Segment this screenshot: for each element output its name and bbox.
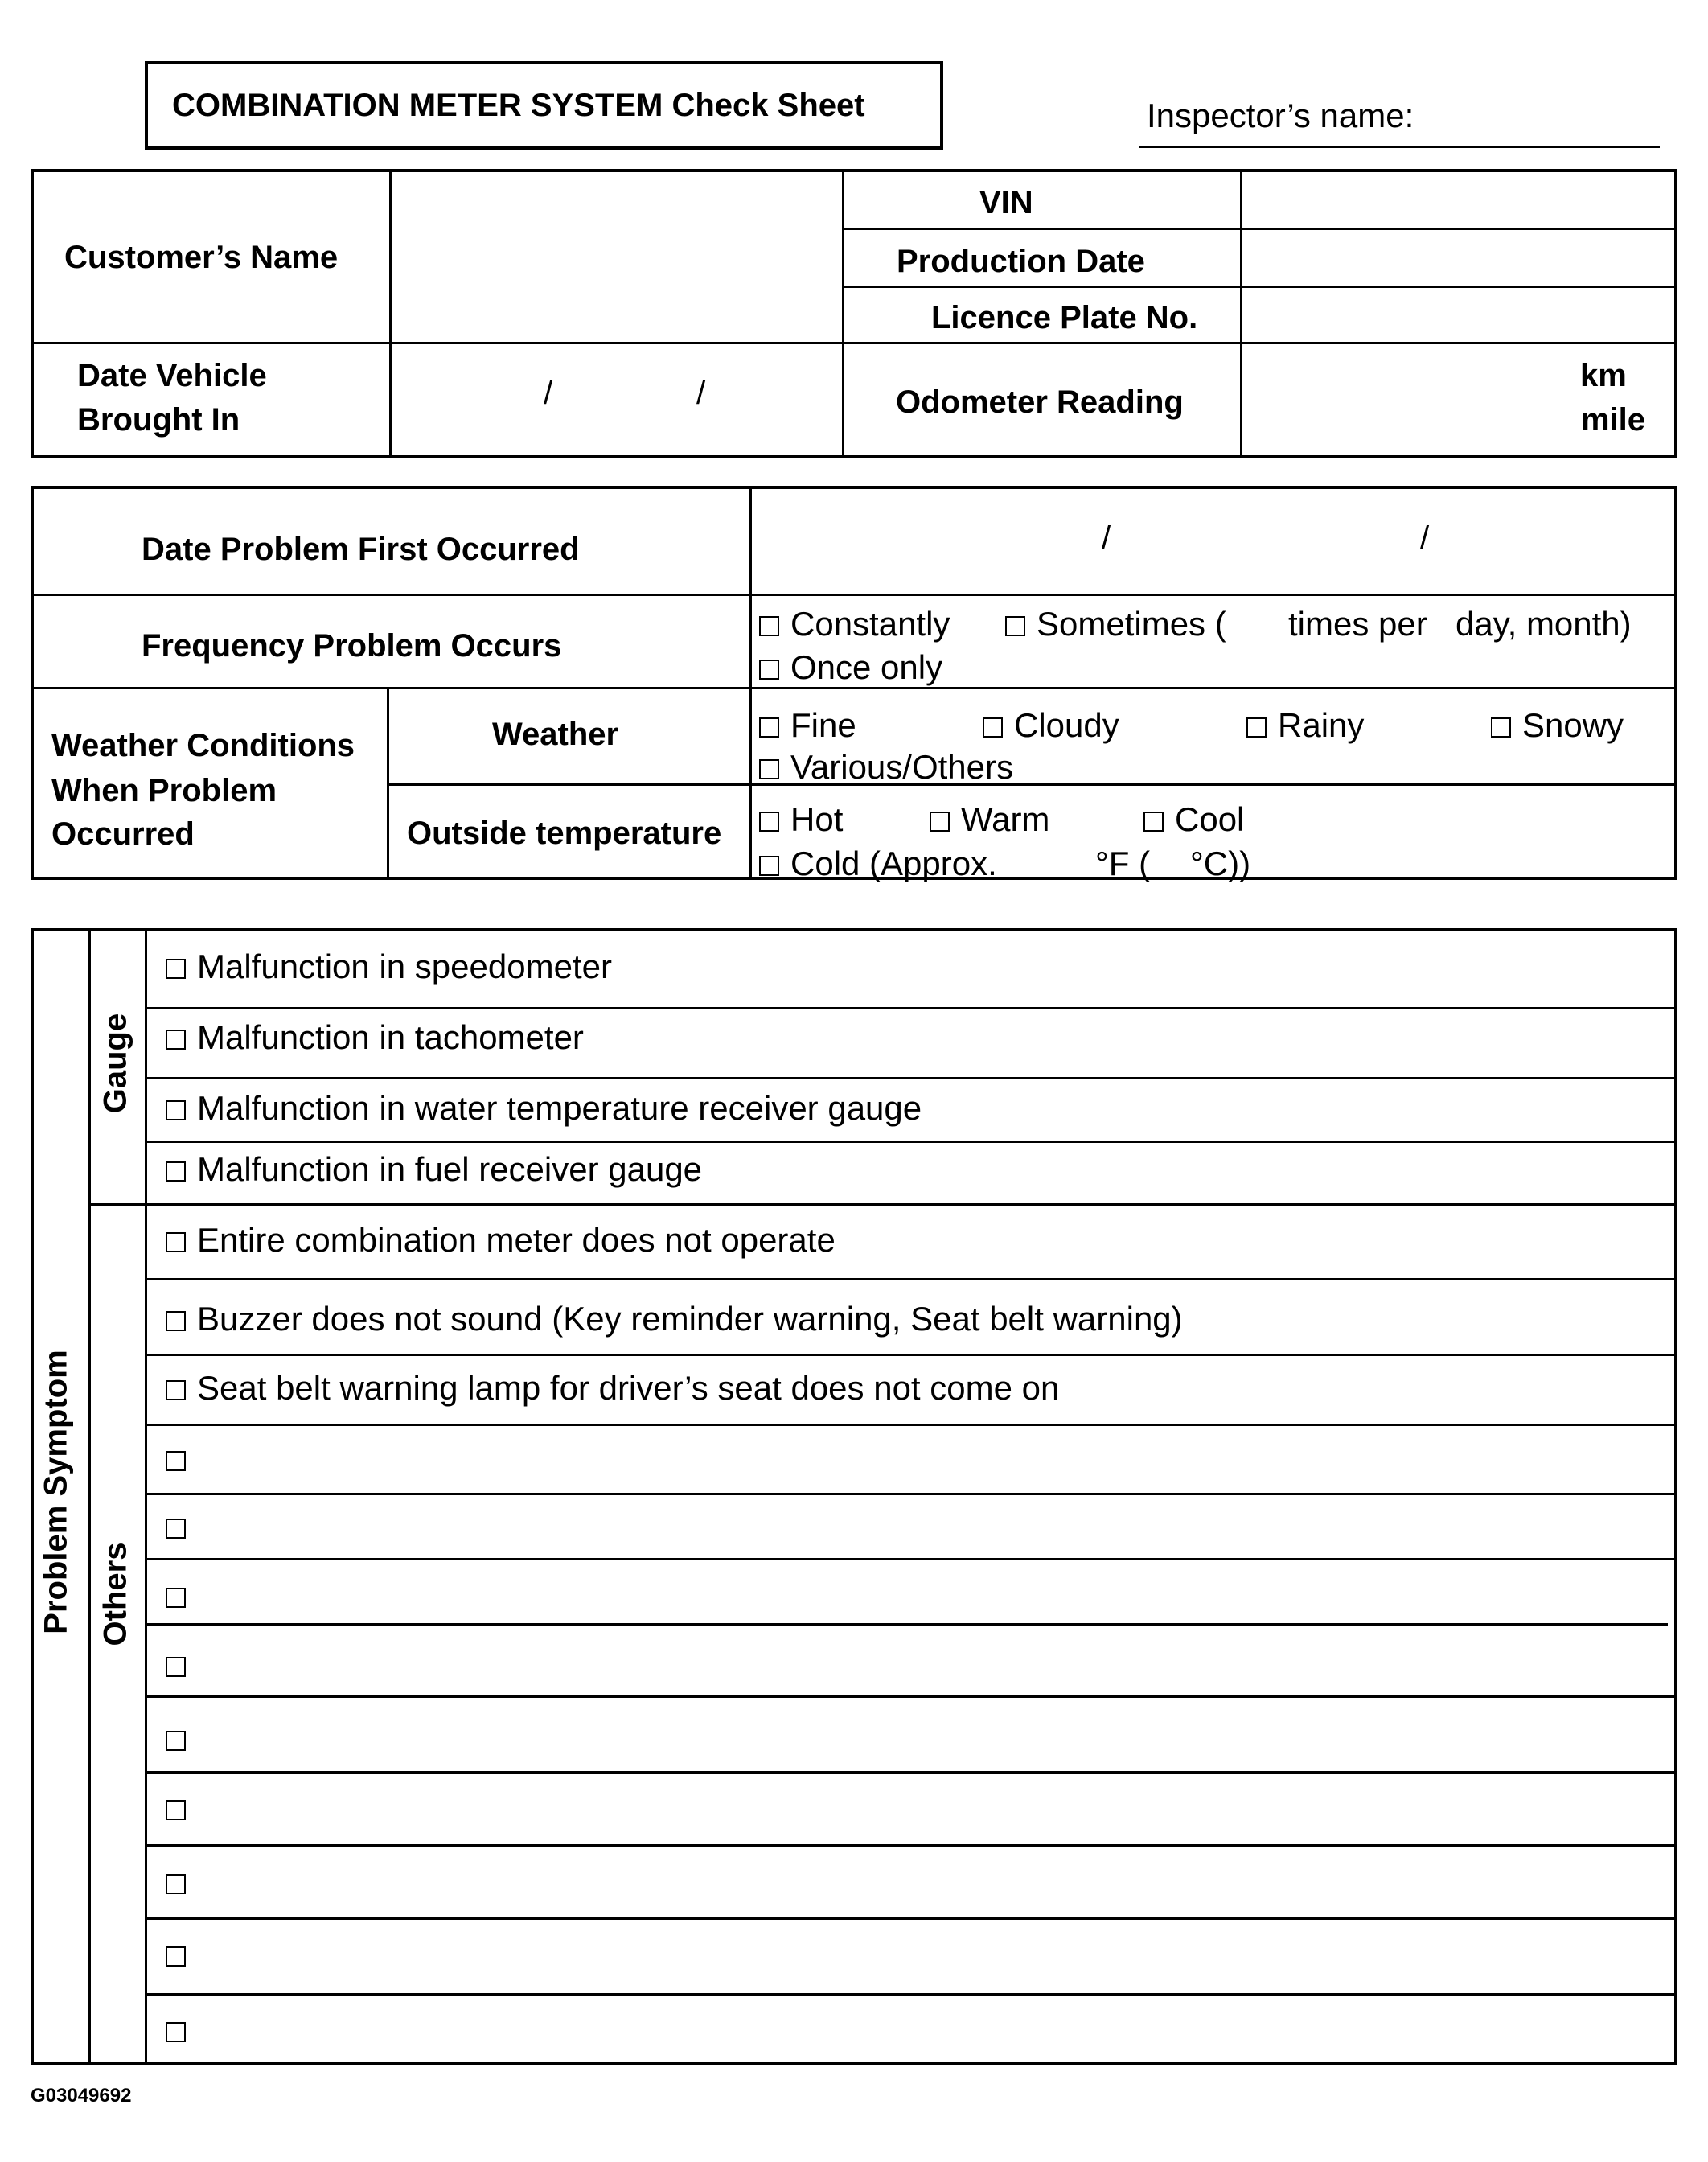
divider (842, 228, 1677, 230)
weather-various[interactable] (759, 748, 1013, 787)
others-item-blank[interactable] (166, 2011, 197, 2049)
day-month-label: day, month) (1455, 605, 1632, 643)
checkbox[interactable] (166, 959, 186, 979)
divider (88, 928, 91, 2065)
checkbox[interactable] (166, 1657, 186, 1677)
item-label: Entire combination meter does not operate (197, 1221, 836, 1259)
option-label: Cool (1175, 800, 1245, 838)
checkbox[interactable] (759, 812, 779, 832)
date-first-occurred-label: Date Problem First Occurred (142, 532, 580, 567)
divider (145, 1493, 1677, 1495)
weather-group-label-line1: Weather Conditions (51, 728, 355, 763)
item-label: Seat belt warning lamp for driver’s seat does not come on (197, 1369, 1060, 1407)
item-label: Malfunction in fuel receiver gauge (197, 1150, 703, 1188)
checkbox[interactable] (759, 717, 779, 738)
page-title: COMBINATION METER SYSTEM Check Sheet (172, 88, 865, 123)
checkbox[interactable] (166, 1311, 186, 1331)
checkbox[interactable] (166, 1451, 186, 1471)
checkbox[interactable] (166, 1946, 186, 1967)
others-item-blank[interactable] (166, 1440, 197, 1478)
production-date-field[interactable] (1245, 232, 1673, 283)
weather-fine[interactable] (759, 706, 856, 745)
divider (145, 1771, 1677, 1774)
gauge-item-water-temperature[interactable] (166, 1089, 922, 1128)
date-brought-in-label-line1: Date Vehicle (77, 358, 267, 393)
item-label: Malfunction in water temperature receiver gauge (197, 1089, 922, 1127)
divider (145, 1278, 1677, 1280)
gauge-item-fuel[interactable] (166, 1150, 702, 1189)
frequency-constantly[interactable] (759, 605, 950, 643)
checkbox[interactable] (166, 1800, 186, 1820)
divider (1240, 169, 1242, 458)
inspector-name-label: Inspector’s name: (1147, 97, 1414, 134)
divider (842, 286, 1677, 288)
divider (387, 783, 1677, 786)
date-separator: / (1102, 520, 1111, 556)
licence-plate-label: Licence Plate No. (931, 300, 1198, 335)
checkbox[interactable] (759, 616, 779, 636)
option-label: Constantly (790, 605, 950, 643)
weather-rainy[interactable] (1246, 706, 1364, 745)
option-label: Hot (790, 800, 844, 838)
date-brought-in-field[interactable] (394, 346, 838, 454)
others-item-blank[interactable] (166, 1646, 197, 1684)
option-label: Snowy (1522, 706, 1624, 744)
checkbox[interactable] (166, 1161, 186, 1182)
option-label: Various/Others (790, 748, 1013, 786)
date-separator: / (544, 376, 553, 411)
customer-name-field[interactable] (394, 173, 838, 338)
divider (145, 928, 147, 2065)
licence-plate-field[interactable] (1245, 290, 1673, 339)
weather-group-label-line2: When Problem (51, 773, 277, 808)
temp-cool[interactable] (1143, 800, 1244, 839)
divider (145, 1917, 1677, 1920)
divider (145, 1077, 1677, 1079)
frequency-label: Frequency Problem Occurs (142, 628, 562, 664)
option-label: Cold (Approx. (790, 845, 997, 882)
others-item-blank[interactable] (166, 1789, 197, 1827)
vin-label: VIN (979, 185, 1033, 220)
divider (389, 169, 392, 458)
divider (842, 169, 844, 458)
divider (31, 342, 1677, 344)
option-label: Sometimes ( (1037, 605, 1226, 643)
others-item-blank[interactable] (166, 1507, 197, 1546)
temp-hot[interactable] (759, 800, 843, 839)
checkbox[interactable] (166, 2022, 186, 2042)
problem-symptom-label: Problem Symptom (38, 1350, 74, 1634)
divider (145, 1558, 1677, 1560)
others-item-meter-inoperative[interactable] (166, 1221, 836, 1260)
weather-snowy[interactable] (1491, 706, 1624, 745)
divider (145, 1844, 1677, 1847)
checkbox[interactable] (1005, 616, 1025, 636)
divider (31, 687, 1677, 689)
date-separator: / (1420, 520, 1430, 556)
unit-celsius: °C)) (1190, 845, 1251, 882)
others-item-blank[interactable] (166, 1720, 197, 1758)
frequency-sometimes[interactable] (1005, 605, 1226, 643)
date-first-occurred-field[interactable] (754, 491, 1673, 590)
weather-cloudy[interactable] (983, 706, 1119, 745)
unit-fahrenheit: °F ( (1095, 845, 1151, 882)
item-label: Malfunction in tachometer (197, 1018, 584, 1056)
checkbox[interactable] (166, 1731, 186, 1751)
checkbox[interactable] (166, 1380, 186, 1400)
weather-group-label-line3: Occurred (51, 816, 195, 852)
unit-mile: mile (1581, 402, 1646, 438)
item-label: Buzzer does not sound (Key reminder warning, Seat belt warning) (197, 1300, 1183, 1338)
others-label: Others (97, 1542, 133, 1646)
checkbox[interactable] (1491, 717, 1511, 738)
divider (145, 1623, 1668, 1626)
others-item-buzzer[interactable] (166, 1300, 1183, 1338)
checkbox[interactable] (166, 1030, 186, 1050)
divider (145, 1007, 1677, 1009)
customer-name-label: Customer’s Name (64, 240, 339, 275)
gauge-label: Gauge (97, 1013, 133, 1114)
temperature-label: Outside temperature (407, 816, 722, 851)
divider (145, 1354, 1677, 1356)
option-label: Once only (790, 648, 943, 686)
checkbox[interactable] (930, 812, 950, 832)
date-brought-in-label-line2: Brought In (77, 402, 240, 438)
times-per-label: times per (1288, 605, 1427, 643)
divider (145, 1424, 1677, 1426)
option-label: Fine (790, 706, 856, 744)
gauge-item-tachometer[interactable] (166, 1018, 584, 1057)
checkbox[interactable] (166, 1519, 186, 1539)
gauge-item-speedometer[interactable] (166, 947, 612, 986)
checkbox[interactable] (759, 759, 779, 779)
option-label: Cloudy (1014, 706, 1119, 744)
others-item-blank[interactable] (166, 1576, 197, 1615)
divider (749, 486, 752, 880)
others-item-blank[interactable] (166, 1863, 197, 1901)
item-label: Malfunction in speedometer (197, 947, 612, 985)
divider (88, 1203, 1677, 1206)
frequency-once-only[interactable] (759, 648, 942, 687)
checkbox[interactable] (166, 1100, 186, 1120)
others-item-seat-belt-lamp[interactable] (166, 1369, 1059, 1408)
production-date-label: Production Date (897, 244, 1145, 279)
option-label: Warm (961, 800, 1050, 838)
checkbox[interactable] (983, 717, 1003, 738)
divider (31, 594, 1677, 596)
date-separator: / (696, 376, 706, 411)
divider (145, 1141, 1677, 1143)
divider (145, 1993, 1677, 1996)
checkbox[interactable] (166, 1588, 186, 1608)
odometer-label: Odometer Reading (896, 384, 1184, 420)
unit-km: km (1580, 358, 1627, 393)
divider (145, 1695, 1677, 1698)
others-item-blank[interactable] (166, 1935, 197, 1974)
temp-cold[interactable] (759, 845, 997, 883)
checkbox[interactable] (166, 1232, 186, 1252)
figure-id: G03049692 (31, 2085, 132, 2107)
option-label: Rainy (1278, 706, 1365, 744)
vin-field[interactable] (1245, 173, 1673, 225)
checkbox[interactable] (166, 1874, 186, 1894)
weather-label: Weather (492, 717, 619, 752)
inspector-name-field[interactable] (1139, 146, 1660, 148)
checkbox[interactable] (759, 856, 779, 876)
checkbox[interactable] (1246, 717, 1267, 738)
temp-warm[interactable] (930, 800, 1049, 839)
checkbox[interactable] (1143, 812, 1164, 832)
checkbox[interactable] (759, 660, 779, 680)
